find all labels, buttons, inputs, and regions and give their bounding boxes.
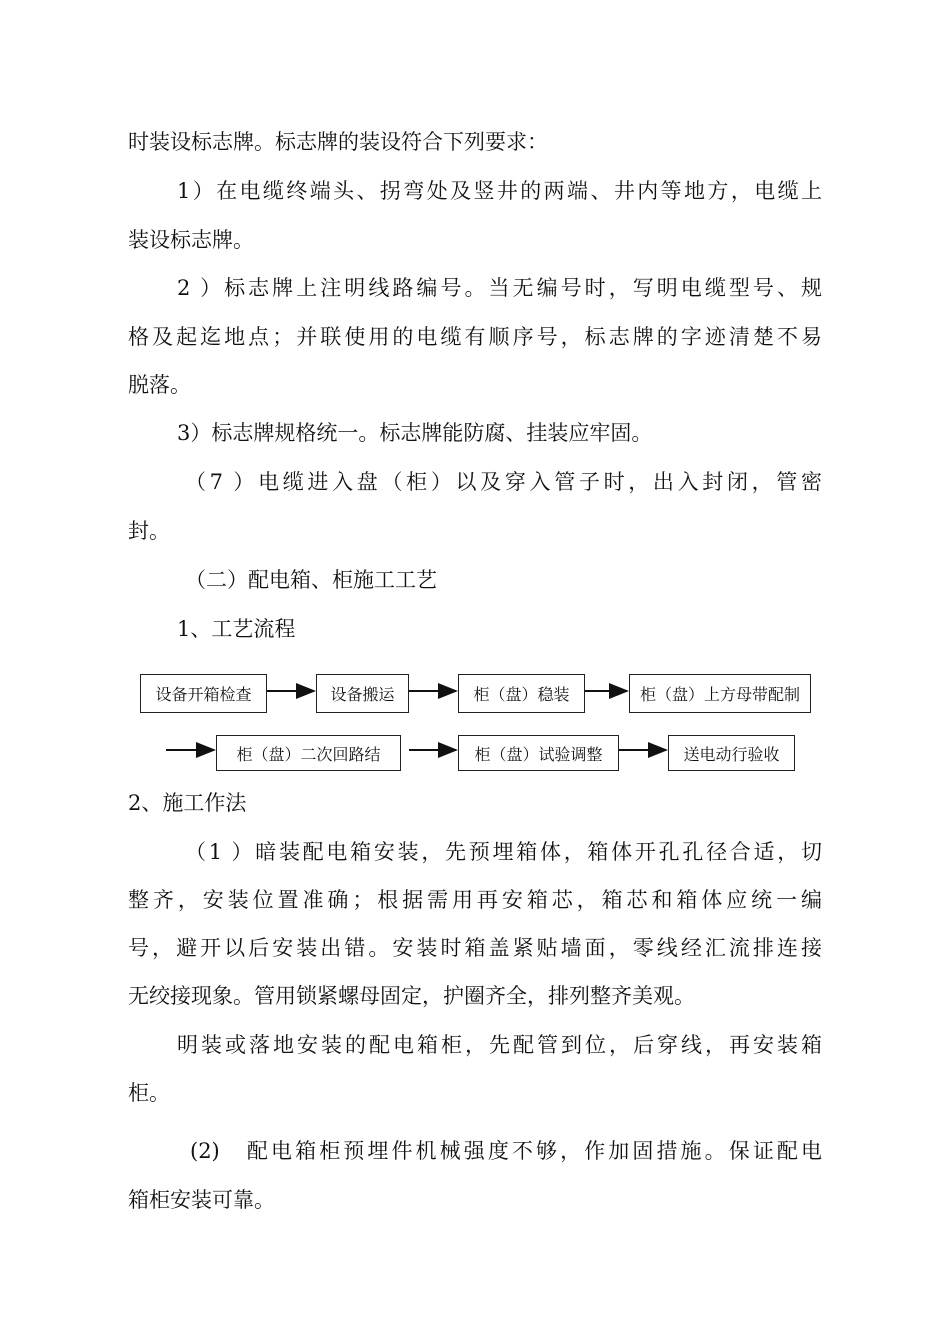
text-line: 时装设标志牌。标志牌的装设符合下列要求： xyxy=(128,130,548,154)
text-line: 2 ）标志牌上注明线路编号。当无编号时，写明电缆型号、规 xyxy=(177,276,822,300)
text-line: 箱柜安装可靠。 xyxy=(128,1188,275,1212)
text-line: (2) 配电箱柜预埋件机械强度不够，作加固措施。保证配电 xyxy=(190,1139,822,1163)
text-line: （7 ）电缆进入盘（柜）以及穿入管子时，出入封闭，管密 xyxy=(185,470,822,494)
text-line: 装设标志牌。 xyxy=(128,228,254,252)
text-line: 明装或落地安装的配电箱柜，先配管到位，后穿线，再安装箱 xyxy=(177,1033,822,1057)
text-line: 无绞接现象。管用锁紧螺母固定，护圈齐全，排列整齐美观。 xyxy=(128,984,695,1008)
text-line: 整齐，安装位置准确；根据需用再安箱芯，箱芯和箱体应统一编 xyxy=(128,888,822,912)
text-line: 格及起迄地点；并联使用的电缆有顺序号，标志牌的字迹清楚不易 xyxy=(128,325,822,349)
text-line: 柜。 xyxy=(128,1081,170,1105)
flow-step-secondary-circuit: 柜（盘）二次回路结 xyxy=(216,735,401,771)
text-line: （1 ）暗装配电箱安装，先预埋箱体，箱体开孔孔径合适，切 xyxy=(185,840,822,864)
text-line: 脱落。 xyxy=(128,373,191,397)
sub-heading: 1、工艺流程 xyxy=(177,617,296,641)
text-line: 3）标志牌规格统一。标志牌能防腐、挂装应牢固。 xyxy=(177,421,653,445)
flow-step-unpacking: 设备开箱检查 xyxy=(140,674,267,713)
sub-heading: 2、施工作法 xyxy=(128,791,247,815)
flow-step-install: 柜（盘）稳装 xyxy=(458,674,585,713)
text-line: 号，避开以后安装出错。安装时箱盖紧贴墙面，零线经汇流排连接 xyxy=(128,936,822,960)
text-line: 封。 xyxy=(128,519,170,543)
flow-step-test-adjust: 柜（盘）试验调整 xyxy=(458,735,619,771)
text-line: 1）在电缆终端头、拐弯处及竖井的两端、井内等地方，电缆上 xyxy=(177,179,822,203)
section-heading: （二）配电箱、柜施工工艺 xyxy=(185,568,437,592)
flow-step-energize-accept: 送电动行验收 xyxy=(668,735,795,771)
flow-step-busbar: 柜（盘）上方母带配制 xyxy=(629,674,811,713)
flow-step-transport: 设备搬运 xyxy=(316,674,409,713)
